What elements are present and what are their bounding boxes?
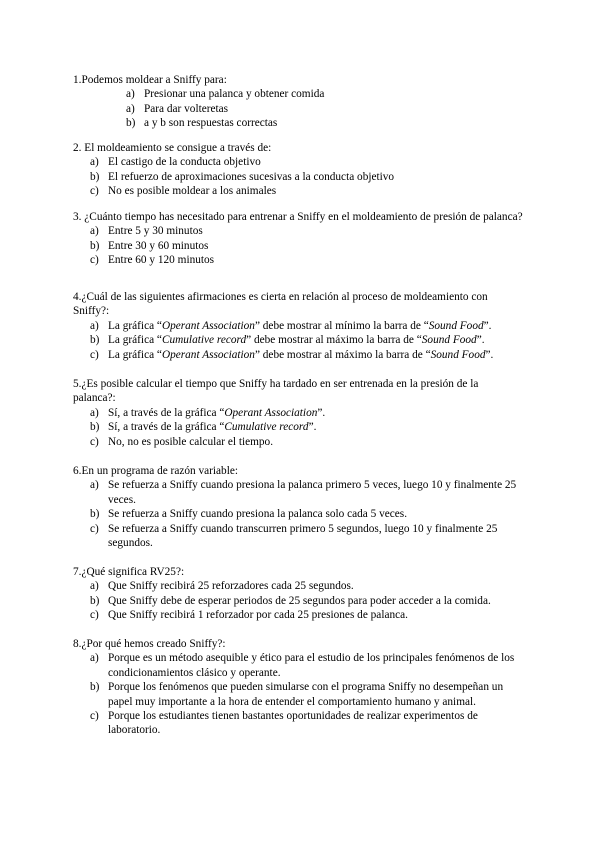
answer-option [73, 102, 523, 116]
option-text: Se refuerza a Sniffy cuando presiona la palanca solo cada 5 veces. [108, 508, 408, 521]
option-marker: a) [90, 225, 99, 238]
option-text-mid: ” debe mostrar al máximo la barra de “ [254, 348, 431, 361]
option-marker: b) [90, 334, 100, 347]
option-text: Presionar una palanca y obtener comida [144, 88, 325, 101]
question-4 [73, 290, 523, 362]
option-text-post: ”. [476, 334, 485, 347]
option-text: Entre 60 y 120 minutos [108, 254, 215, 267]
answer-option [73, 184, 523, 198]
answer-options [73, 224, 523, 267]
option-text: Porque los fenómenos que pueden simularse con el programa Sniffy no desempeñan un papel muy importante a la hora de entender el comportamiento humano y animal. [108, 681, 504, 708]
option-marker: b) [126, 117, 136, 130]
option-text: Porque los estudiantes tienen bastantes oportunidades de realizar experimentos de laboratorio. [108, 710, 478, 737]
option-marker: a) [90, 479, 99, 492]
answer-option [73, 239, 523, 253]
option-text: El castigo de la conducta objetivo [108, 156, 261, 169]
option-marker: b) [90, 239, 100, 252]
option-marker: c) [90, 348, 99, 361]
question-title: 6.En un programa de razón variable: [73, 465, 238, 477]
option-marker: a) [90, 406, 99, 419]
answer-option [73, 224, 523, 238]
option-text-post: ”. [308, 421, 317, 434]
graph-name: Operant Association [224, 406, 318, 419]
bar-name: Sound Food [430, 348, 486, 361]
answer-option [73, 319, 523, 333]
option-marker: a) [90, 580, 99, 593]
option-marker: a) [126, 88, 135, 101]
answer-option [73, 155, 523, 169]
question-5 [73, 377, 523, 449]
answer-options [73, 478, 523, 550]
answer-option [73, 87, 523, 101]
option-text: Para dar volteretas [144, 102, 229, 115]
answer-options [73, 579, 523, 622]
question-title: 7.¿Qué significa RV25?: [73, 566, 185, 578]
option-text-pre: Sí, a través de la gráfica “ [108, 406, 225, 419]
answer-option [73, 680, 523, 709]
question-8 [73, 637, 523, 738]
answer-option [73, 435, 523, 449]
answer-option [73, 709, 523, 738]
option-text: Porque es un método asequible y ético para el estudio de los principales fenómenos de los condicionamientos clásico y operante. [108, 652, 515, 679]
answer-option [73, 651, 523, 680]
question-title: 8.¿Por qué hemos creado Sniffy?: [73, 638, 226, 650]
option-text: Se refuerza a Sniffy cuando presiona la palanca primero 5 veces, luego 10 y finalmente 25 veces. [108, 479, 517, 506]
option-marker: a) [90, 652, 99, 665]
graph-name: Cumulative record [224, 421, 309, 434]
option-text-pre: Sí, a través de la gráfica “ [108, 421, 225, 434]
answer-option [73, 420, 523, 434]
option-text: Que Sniffy debe de esperar periodos de 25 segundos para poder acceder a la comida. [108, 594, 491, 607]
option-marker: b) [90, 594, 100, 607]
option-text: El refuerzo de aproximaciones sucesivas a la conducta objetivo [108, 170, 395, 183]
question-title: 4.¿Cuál de las siguientes afirmaciones es cierta en relación al proceso de moldeamiento con Sniffy?: [73, 291, 488, 318]
question-title: 2. El moldeamiento se consigue a través de: [73, 142, 272, 154]
graph-name: Cumulative record [161, 334, 247, 347]
option-marker: b) [90, 508, 100, 521]
question-2 [73, 141, 523, 199]
answer-option [73, 594, 523, 608]
answer-options [73, 87, 523, 130]
question-title: 3. ¿Cuánto tiempo has necesitado para entrenar a Sniffy en el moldeamiento de presión de palanca? [73, 211, 523, 223]
option-text-pre: La gráfica “ [108, 348, 162, 361]
answer-option [73, 507, 523, 521]
option-text: Entre 5 y 30 minutos [108, 225, 203, 238]
option-marker: c) [90, 609, 99, 622]
option-marker: b) [90, 681, 100, 694]
option-text-post: ”. [317, 406, 326, 419]
option-text: a y b son respuestas correctas [144, 117, 278, 130]
option-marker: c) [90, 185, 99, 198]
graph-name: Operant Association [161, 348, 255, 361]
option-marker: a) [90, 156, 99, 169]
bar-name: Sound Food [428, 319, 484, 332]
option-text-pre: La gráfica “ [108, 319, 162, 332]
option-text-post: ”. [483, 319, 492, 332]
question-title: 5.¿Es posible calcular el tiempo que Sniffy ha tardado en ser entrenada en la presión de la palanca?: [73, 378, 479, 405]
bar-name: Sound Food [421, 334, 477, 347]
answer-option [73, 348, 523, 362]
option-text: No es posible moldear a los animales [108, 185, 277, 198]
option-marker: c) [90, 435, 99, 448]
answer-options [73, 155, 523, 198]
option-text-pre: La gráfica “ [108, 334, 162, 347]
option-text: Se refuerza a Sniffy cuando transcurren primero 5 segundos, luego 10 y finalmente 25 segundos. [108, 522, 498, 550]
question-1 [73, 73, 523, 131]
answer-options [73, 651, 523, 737]
question-7 [73, 565, 523, 623]
answer-option [73, 170, 523, 184]
option-marker: c) [90, 710, 99, 723]
question-3 [73, 210, 523, 268]
answer-options [73, 406, 523, 449]
graph-name: Operant Association [161, 319, 255, 332]
option-marker: c) [90, 254, 99, 267]
answer-option [73, 333, 523, 347]
answer-option [73, 406, 523, 420]
option-text: No, no es posible calcular el tiempo. [108, 435, 274, 448]
answer-option [73, 579, 523, 593]
question-6 [73, 464, 523, 550]
answer-option [73, 522, 523, 551]
question-title: 1.Podemos moldear a Sniffy para: [73, 74, 227, 86]
option-marker: b) [90, 170, 100, 183]
answer-option [73, 478, 523, 507]
option-text-mid: ” debe mostrar al mínimo la barra de “ [254, 319, 429, 332]
option-marker: a) [90, 319, 99, 332]
option-text: Que Sniffy recibirá 25 reforzadores cada 25 segundos. [108, 580, 354, 593]
option-marker: a) [126, 102, 135, 115]
answer-options [73, 319, 523, 362]
answer-option [73, 253, 523, 267]
answer-option [73, 116, 523, 130]
option-marker: b) [90, 421, 100, 434]
answer-option [73, 608, 523, 622]
option-text: Que Sniffy recibirá 1 reforzador por cada 25 presiones de palanca. [108, 609, 408, 622]
option-text: Entre 30 y 60 minutos [108, 239, 209, 252]
option-marker: c) [90, 522, 99, 535]
option-text-post: ”. [485, 348, 494, 361]
option-text-mid: ” debe mostrar al máximo la barra de “ [246, 334, 422, 347]
